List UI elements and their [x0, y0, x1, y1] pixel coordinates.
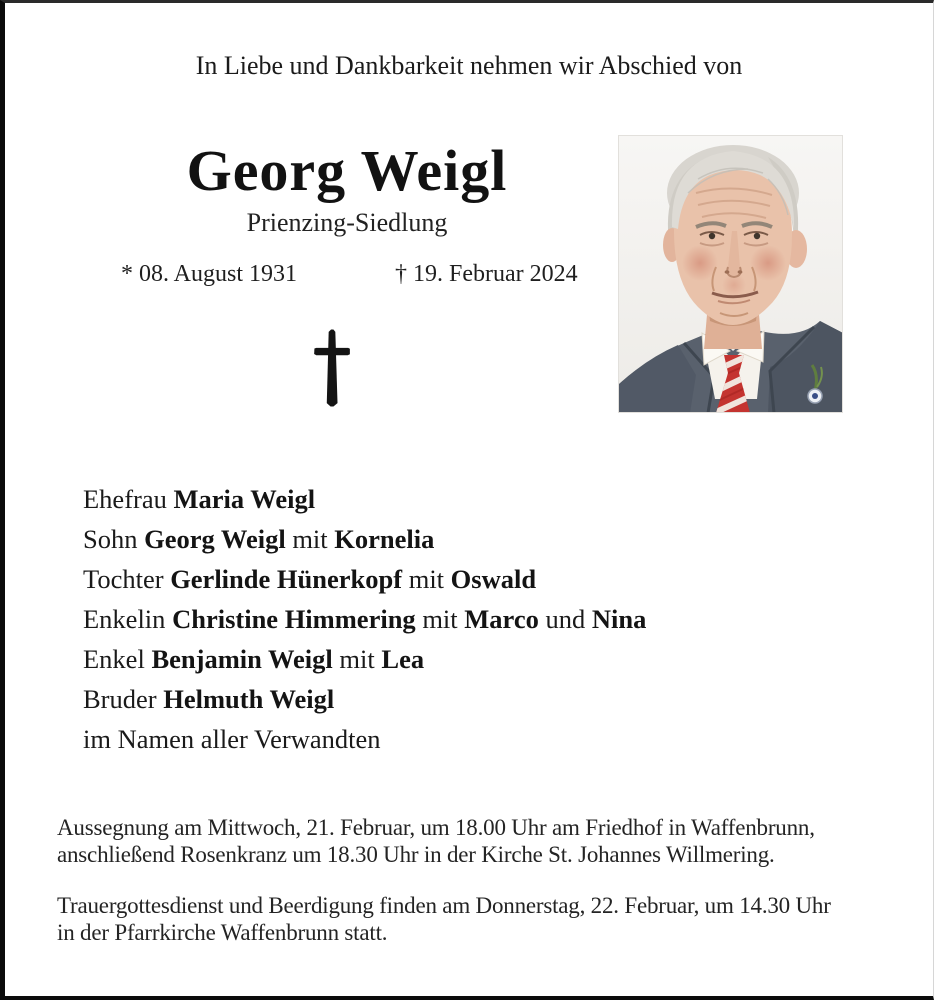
announcement-line: Aussegnung am Mittwoch, 21. Februar, um 18.00 Uhr am Friedhof in Waffenbrunn, — [57, 815, 815, 840]
family-name: Maria Weigl — [173, 484, 316, 514]
family-relation-text: mit — [415, 604, 465, 634]
family-relation-text: Bruder — [83, 684, 164, 714]
family-line — [83, 479, 803, 519]
family-line — [83, 559, 803, 599]
family-name: Marco — [464, 604, 539, 634]
family-name: Benjamin Weigl — [151, 644, 333, 674]
death-date: † 19. Februar 2024 — [395, 261, 578, 287]
family-line — [83, 519, 803, 559]
announcement-line: in der Pfarrkirche Waffenbrunn statt. — [57, 919, 388, 945]
family-relation-text: Enkelin — [83, 604, 173, 634]
family-name: Christine Himmering — [172, 604, 416, 634]
family-relation-text: mit — [332, 644, 382, 674]
portrait-photo-svg — [618, 135, 843, 413]
family-relation-text: Ehefrau — [83, 484, 174, 514]
family-relation-text: Tochter — [83, 564, 171, 594]
family-relation-text: Sohn — [83, 524, 145, 554]
deceased-name: Georg Weigl — [186, 138, 508, 203]
family-name: Kornelia — [334, 524, 435, 554]
announcement-trauergottesdienst — [57, 893, 887, 946]
announcement-line: Trauergottesdienst und Beerdigung finden am Donnerstag, 22. Februar, um 14.30 Uhr — [57, 893, 831, 918]
family-list — [83, 479, 803, 759]
family-line — [83, 679, 803, 719]
family-relation-text: mit — [402, 564, 451, 594]
family-line — [83, 639, 803, 679]
family-name: Lea — [381, 644, 425, 674]
family-name: Gerlinde Hünerkopf — [170, 564, 403, 594]
family-relation-text: im Namen aller Verwandten — [83, 724, 381, 754]
family-name: Nina — [591, 604, 647, 634]
family-relation-text: und — [538, 604, 592, 634]
family-name: Georg Weigl — [144, 524, 286, 554]
announcement-aussegnung — [57, 815, 887, 868]
deceased-residence: Prienzing-Siedlung — [246, 207, 448, 237]
deceased-name-block — [67, 138, 627, 238]
birth-date: * 08. August 1931 — [121, 261, 298, 287]
cross-icon — [313, 327, 351, 409]
family-line — [83, 719, 803, 759]
announcement-line: anschließend Rosenkranz um 18.30 Uhr in der Kirche St. Johannes Willmering. — [57, 841, 775, 867]
portrait-photo — [618, 135, 843, 413]
family-relation-text: mit — [285, 524, 335, 554]
intro-line: In Liebe und Dankbarkeit nehmen wir Abschied von — [195, 51, 743, 80]
family-line — [83, 599, 803, 639]
family-name: Oswald — [450, 564, 537, 594]
family-relation-text: Enkel — [83, 644, 152, 674]
family-name: Helmuth Weigl — [163, 684, 335, 714]
